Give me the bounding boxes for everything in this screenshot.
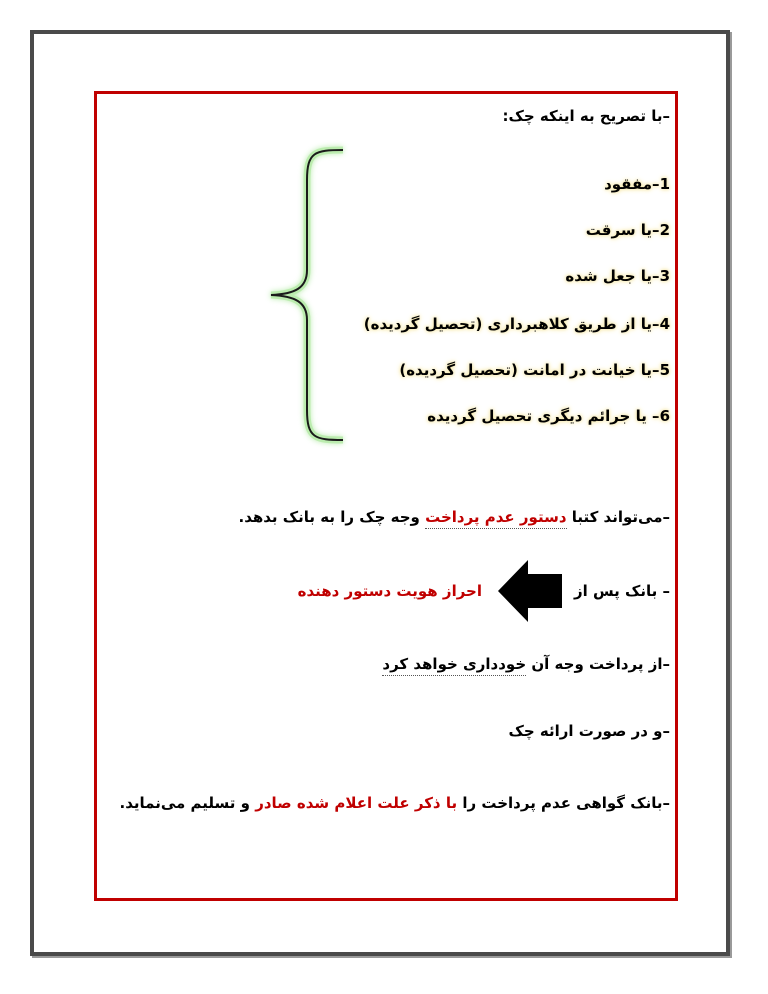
- list-item-2: 2–یا سرقت: [585, 221, 670, 239]
- instruction-line-1: [239, 508, 671, 526]
- line5-highlight: با ذکر علت اعلام شده صادر: [255, 794, 458, 812]
- instruction-line-4: –و در صورت ارائه چک: [508, 722, 670, 740]
- line3-underlined: خودداری خواهد کرد: [382, 655, 526, 676]
- line5-prefix: –بانک گواهی عدم پرداخت را: [457, 794, 670, 812]
- instruction-line-2-highlight: احراز هویت دستور دهنده: [297, 582, 482, 600]
- list-item-6: 6– یا جرائم دیگری تحصیل گردیده: [427, 407, 670, 425]
- list-item-3: 3–یا جعل شده: [565, 267, 670, 285]
- list-item-5: 5–یا خیانت در امانت (تحصیل گردیده): [399, 361, 670, 379]
- instruction-line-2-prefix: – بانک پس از: [573, 582, 670, 600]
- curly-brace-icon: [255, 140, 355, 450]
- instruction-line-3: [382, 655, 670, 673]
- inner-frame: [94, 91, 678, 901]
- instruction-line-5: [120, 794, 670, 812]
- line1-prefix: –می‌تواند کتبا: [566, 508, 670, 526]
- line1-highlight: دستور عدم پرداخت: [425, 508, 566, 529]
- line5-suffix: و تسلیم می‌نماید.: [119, 794, 256, 812]
- line1-suffix: وجه چک را به بانک بدهد.: [238, 508, 426, 526]
- list-item-1: 1–مفقود: [604, 175, 670, 193]
- line3-prefix: –از پرداخت وجه آن: [526, 655, 670, 673]
- left-arrow-icon: [498, 560, 562, 622]
- list-item-4: 4–یا از طریق کلاهبرداری (تحصیل گردیده): [363, 315, 670, 333]
- intro-line: –با تصریح به اینکه چک:: [502, 107, 670, 125]
